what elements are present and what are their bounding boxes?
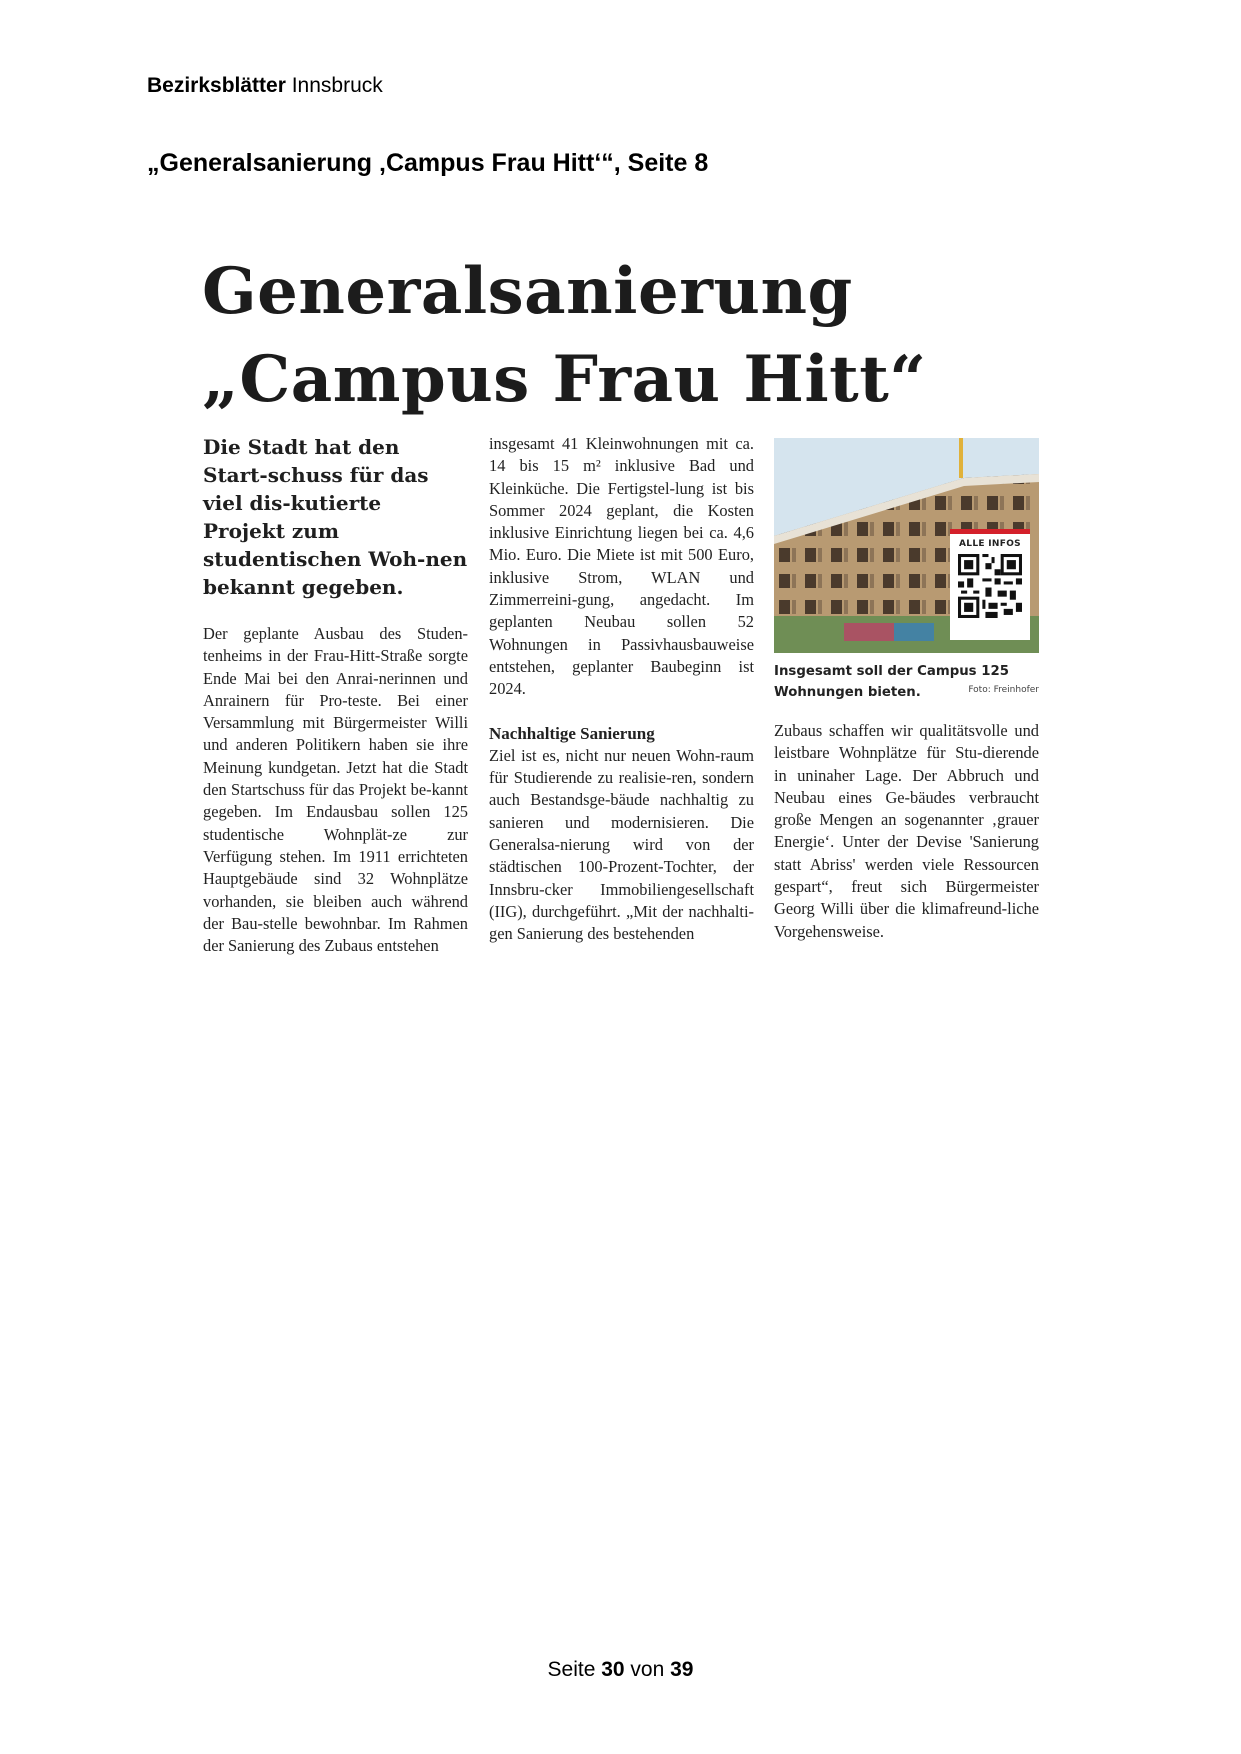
qr-label: ALLE INFOS: [959, 539, 1021, 549]
photo-caption: [774, 661, 1039, 703]
page-mid: von: [624, 1658, 671, 1681]
photo-caption-text: Insgesamt soll der Campus 125 Wohnungen bieten.: [774, 664, 1009, 700]
article-column-3: [774, 438, 1039, 943]
building-photo: [774, 438, 1039, 653]
article-lead: Die Stadt hat den Start-schuss für das viel dis-kutierte Projekt zum studentischen Woh-nen bekannt gegeben.: [203, 435, 468, 599]
article-column-1: [203, 433, 468, 957]
page-total: 39: [670, 1658, 694, 1681]
publication-name-bold: Bezirksblätter: [147, 74, 286, 97]
page-prefix: Seite: [547, 1658, 602, 1681]
publication-name: [147, 74, 383, 98]
article-body-col2: insgesamt 41 Kleinwohnungen mit ca. 14 bis 15 m² inklusive Bad und Kleinküche. Die Fertigstel-lung ist bis Sommer 2024 geplant, die Kosten inklusive Einrichtung liegen bei ca. 4,6 Mio. Euro. Die Miete ist mit 500 Euro, inklusive Strom, WLAN und Zimmerreini-gung, angedacht. Im geplanten Neubau sollen 52 Wohnungen in Passivhausbauweise entstehen, geplanter Baubeginn ist 2024.: [489, 434, 754, 699]
article-headline: [202, 248, 1062, 424]
page-number: [0, 1658, 1241, 1682]
qr-code[interactable]: [950, 529, 1030, 640]
headline-line-1: Generalsanierung: [202, 254, 853, 329]
article-body-col2b: Ziel ist es, nicht nur neuen Wohn-raum für Studierende zu realisie-ren, sondern auch Bestandsge-bäude nachhaltig zu sanieren und modernisieren. Die Generalsa-nierung wird von der städtischen 100-Prozent-Tochter, der Innsbru-cker Immobiliengesellschaft (IIG), durchgeführt. „Mit der nachhalti-gen Sanierung des bestehenden: [489, 745, 754, 944]
article-body-col1: Der geplante Ausbau des Studen-tenheims in der Frau-Hitt-Straße sorgte Ende Mai bei den Anrai-nerinnen und Anrainern für Pro-teste. Bei einer Versammlung mit Bürgermeister Willi und anderen Politikern haben sie ihre Meinung kundgetan. Jetzt hat die Stadt den Startschuss für das Projekt be-kannt gegeben. Im Endausbau sollen 125 studentische Wohnplät-ze zur Verfügung stehen. Im 1911 errichteten Hauptgebäude sind 32 Wohnplätze vorhanden, sie bleiben auch während der Bau-stelle bewohnbar. Im Rahmen der Sanierung des Zubaus entstehen: [203, 624, 468, 956]
article-subheading: Nachhaltige Sanierung: [489, 723, 655, 743]
article-body-col3: Zubaus schaffen wir qualitätsvolle und leistbare Wohnplätze für Stu-dierende in uninaher Lage. Der Abbruch und Neubau eines Ge-bäudes verbraucht große Mengen an sogenannter ‚grauer Energie‘. Unter der Devise 'Sanierung statt Abriss' werden viele Ressourcen gespart“, freut sich Bürgermeister Georg Willi über die klimafreund-liche Vorgehensweise.: [774, 721, 1039, 941]
article-reference: „Generalsanierung ‚Campus Frau Hitt‘“, Seite 8: [147, 149, 709, 177]
publication-city: Innsbruck: [285, 74, 383, 97]
page-current: 30: [601, 1658, 625, 1681]
headline-line-2: „Campus Frau Hitt“: [202, 342, 927, 417]
article-column-2: [489, 433, 754, 946]
photo-credit: Foto: Freinhofer: [968, 685, 1039, 695]
qr-code-icon: [958, 554, 1022, 618]
